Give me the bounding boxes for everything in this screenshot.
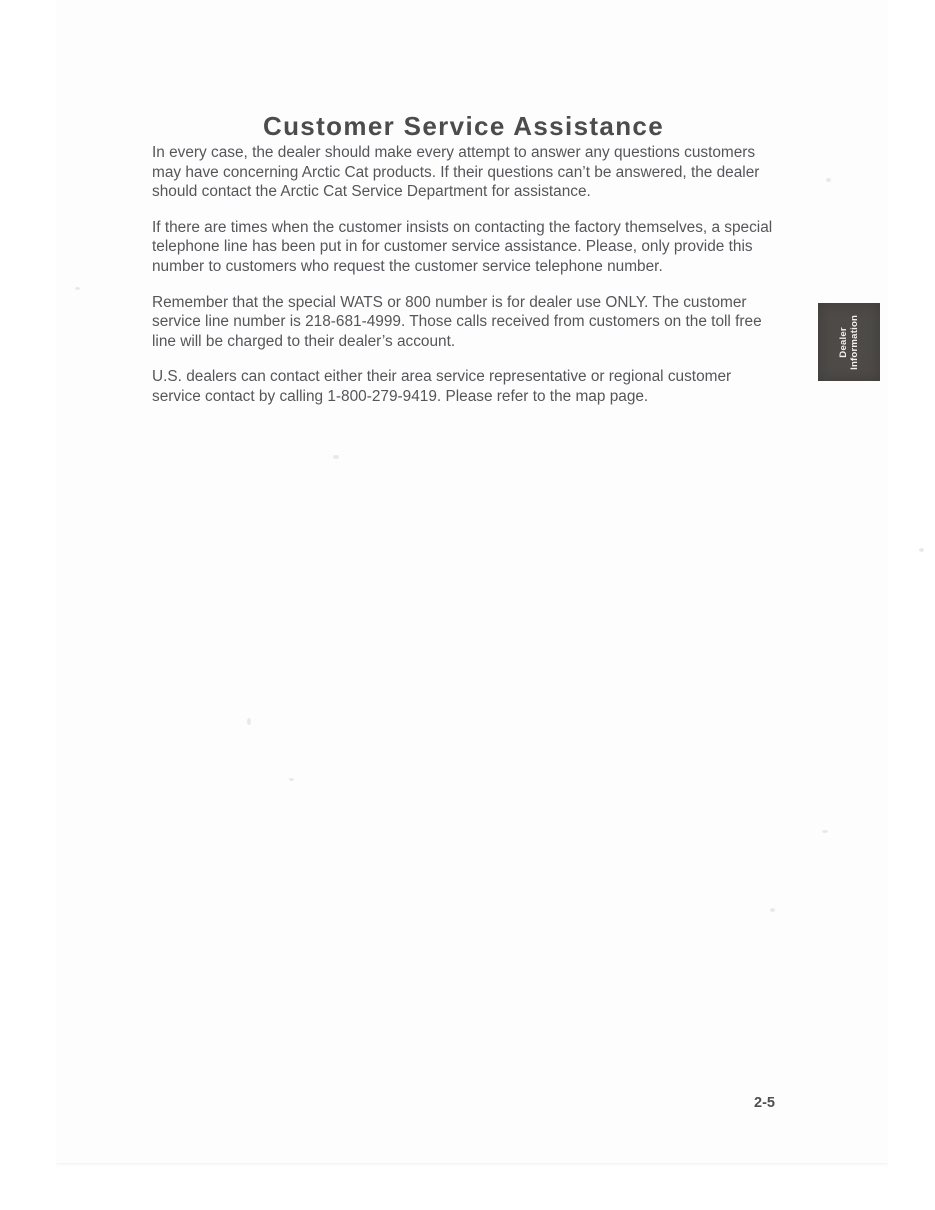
section-thumb-tab-line2: Information — [849, 314, 860, 370]
section-thumb-tab — [818, 303, 880, 381]
paragraph: If there are times when the customer insists on contacting the factory themselves, a special telephone line has been put in for customer service assistance. Please, only provide this number to customers who request the customer service telephone number. — [152, 218, 773, 275]
page-title: Customer Service Assistance — [262, 111, 665, 142]
paragraph: U.S. dealers can contact either their area service representative or regional customer service contact by calling 1-800-279-9419. Please refer to the map page. — [152, 368, 732, 405]
section-thumb-tab-label — [838, 315, 861, 370]
scanned-sheet-bottom-edge — [57, 1163, 887, 1165]
section-thumb-tab-line1: Dealer — [837, 326, 849, 358]
paragraph: Remember that the special WATS or 800 number is for dealer use ONLY. The customer service line number is 218-681-4999. Those calls received from customers on the toll free line will be charged to their dealer’s account. — [152, 293, 762, 350]
paragraph: In every case, the dealer should make every attempt to answer any questions customers may have concerning Arctic Cat products. If their questions can’t be answered, the dealer should contact the Arctic Cat Service Department for assistance. — [152, 144, 760, 201]
scan-speck — [919, 548, 924, 552]
page-number: 2-5 — [754, 1095, 775, 1111]
body-text-column — [152, 143, 779, 407]
